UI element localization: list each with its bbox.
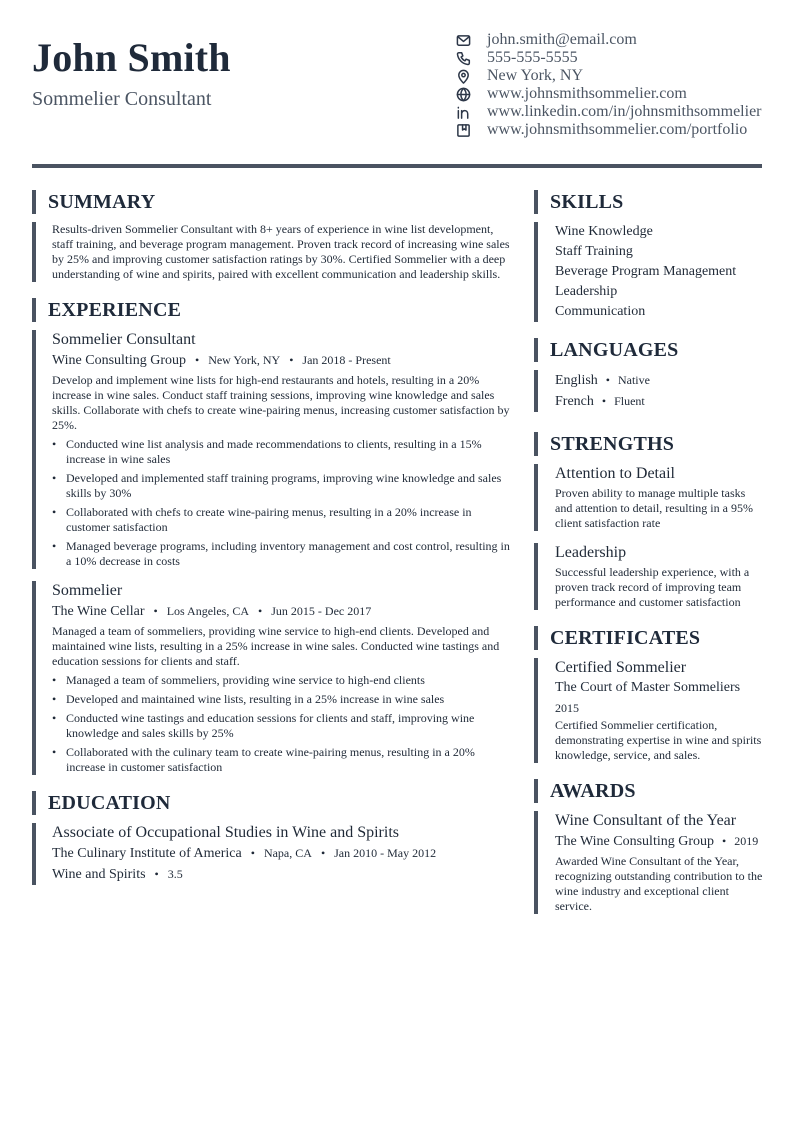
section-heading-summary: SUMMARY bbox=[32, 190, 512, 214]
certificate-year: 2015 bbox=[555, 701, 579, 715]
skill-item: Communication bbox=[555, 304, 646, 319]
contact-website-text: www.johnsmithsommelier.com bbox=[487, 85, 687, 102]
certificate-title: Certified Sommelier bbox=[555, 659, 687, 676]
education-entry bbox=[32, 823, 512, 885]
school-name: The Culinary Institute of America bbox=[52, 846, 242, 861]
contact-list bbox=[454, 31, 774, 139]
globe-icon bbox=[454, 85, 472, 103]
job-meta bbox=[52, 350, 512, 371]
education-dates: Jan 2010 - May 2012 bbox=[334, 846, 437, 860]
summary-text: Results-driven Sommelier Consultant with 8+ years of experience in wine list development, staff training, and beverage program management. Proven track record of increasing wine sales by 25% and improving customer satisfaction ratings by 30%. Certified Sommelier with a deep understanding of wine and spirits, paired with excellent communication and leadership skills. bbox=[52, 222, 510, 281]
job-description: Develop and implement wine lists for high-end restaurants and hotels, resulting in a 20% increase in wine sales. Conduct staff training sessions, improving wine knowledge and sales skills. Collaborate with chefs to create wine-pairing menus, increasing customer satisfaction by 25%. bbox=[52, 373, 510, 432]
separator-dot: • bbox=[153, 604, 158, 618]
language-level: Native bbox=[617, 373, 650, 387]
resume-header bbox=[32, 30, 762, 150]
contact-portfolio-text: www.johnsmithsommelier.com/portfolio bbox=[487, 121, 748, 138]
language-item bbox=[555, 370, 764, 391]
strength-title: Attention to Detail bbox=[555, 465, 675, 482]
job-company: The Wine Cellar bbox=[52, 604, 145, 619]
candidate-title: Sommelier Consultant bbox=[32, 88, 212, 110]
field-of-study: Wine and Spirits bbox=[52, 867, 146, 882]
header-divider bbox=[32, 164, 762, 168]
certificate-entry bbox=[534, 658, 764, 763]
certificate-issuer: The Court of Master Sommeliers bbox=[555, 680, 741, 695]
languages-section bbox=[534, 370, 764, 412]
list-item: • Conducted wine tastings and education sessions for clients and staff, improving wine knowledge and sales skills by 25% bbox=[52, 711, 512, 741]
separator-dot: • bbox=[194, 353, 200, 367]
bookmark-icon bbox=[454, 121, 472, 139]
language-item bbox=[555, 391, 764, 412]
job-dates: Jun 2015 - Dec 2017 bbox=[271, 604, 372, 618]
contact-phone[interactable] bbox=[454, 49, 774, 67]
strength-text: Proven ability to manage multiple tasks and attention to detail, resulting in a 95% client satisfaction rate bbox=[555, 486, 753, 530]
job-location: New York, NY bbox=[208, 353, 281, 367]
degree-title: Associate of Occupational Studies in Wine and Spirits bbox=[52, 824, 399, 841]
experience-entry bbox=[32, 330, 512, 569]
school-location: Napa, CA bbox=[263, 846, 312, 860]
skill-item: Beverage Program Management bbox=[555, 264, 737, 279]
contact-email[interactable] bbox=[454, 31, 774, 49]
skills-section bbox=[534, 222, 764, 322]
section-heading-strengths: STRENGTHS bbox=[534, 432, 764, 456]
job-description: Managed a team of sommeliers, providing wine service to high-end clients. Developed and maintained wine lists, resulting in a 25% increase in wine sales. Conducted wine tastings and education sessions for clients and staff. bbox=[52, 624, 500, 668]
location-pin-icon bbox=[454, 67, 472, 85]
contact-email-text: john.smith@email.com bbox=[487, 31, 637, 48]
contact-phone-text: 555-555-5555 bbox=[487, 49, 578, 66]
education-field bbox=[52, 864, 512, 885]
job-bullets bbox=[52, 673, 512, 775]
list-item: • Conducted wine list analysis and made recommendations to clients, resulting in a 15% increase in wine sales bbox=[52, 437, 512, 467]
linkedin-icon bbox=[454, 103, 472, 121]
separator-dot: • bbox=[320, 846, 326, 860]
job-title: Sommelier bbox=[52, 582, 123, 599]
experience-entry bbox=[32, 581, 512, 775]
section-heading-awards: AWARDS bbox=[534, 779, 764, 803]
education-meta bbox=[52, 843, 512, 864]
separator-dot: • bbox=[258, 604, 263, 618]
section-heading-skills: SKILLS bbox=[534, 190, 764, 214]
award-year: 2019 bbox=[734, 834, 759, 848]
skill-item: Wine Knowledge bbox=[555, 224, 653, 239]
contact-website[interactable] bbox=[454, 85, 774, 103]
list-item: • Developed and implemented staff training programs, improving wine knowledge and sales skills by 30% bbox=[52, 471, 512, 501]
section-heading-experience: EXPERIENCE bbox=[32, 298, 512, 322]
skill-item: Leadership bbox=[555, 284, 618, 299]
section-heading-languages: LANGUAGES bbox=[534, 338, 764, 362]
language-level: Fluent bbox=[614, 394, 645, 408]
award-entry bbox=[534, 811, 764, 914]
gpa: 3.5 bbox=[167, 867, 183, 881]
strength-entry bbox=[534, 464, 764, 531]
separator-dot: • bbox=[154, 867, 159, 881]
strength-text: Successful leadership experience, with a proven track record of improving team performance and customer satisfaction bbox=[555, 565, 750, 609]
candidate-name: John Smith bbox=[32, 35, 231, 80]
separator-dot: • bbox=[289, 353, 294, 367]
contact-location bbox=[454, 67, 774, 85]
left-column bbox=[32, 190, 512, 885]
award-issuer: The Wine Consulting Group bbox=[555, 834, 714, 849]
job-location: Los Angeles, CA bbox=[166, 604, 250, 618]
right-column bbox=[534, 190, 764, 914]
award-title: Wine Consultant of the Year bbox=[555, 812, 737, 829]
strength-title: Leadership bbox=[555, 544, 627, 561]
list-item: • Managed beverage programs, including inventory management and cost control, resulting in a 10% decrease in costs bbox=[52, 539, 512, 569]
separator-dot: • bbox=[722, 834, 727, 848]
skill-item: Staff Training bbox=[555, 244, 633, 259]
list-item: • Managed a team of sommeliers, providing wine service to high-end clients bbox=[52, 673, 512, 688]
section-heading-education: EDUCATION bbox=[32, 791, 512, 815]
section-heading-certificates: CERTIFICATES bbox=[534, 626, 764, 650]
summary-section bbox=[32, 222, 512, 282]
job-meta bbox=[52, 601, 512, 622]
contact-linkedin-text: www.linkedin.com/in/johnsmithsommelier bbox=[487, 103, 762, 120]
job-bullets bbox=[52, 437, 512, 569]
award-text: Awarded Wine Consultant of the Year, recognizing outstanding contribution to the wine industry and exceptional client service. bbox=[555, 854, 763, 913]
list-item: • Collaborated with the culinary team to create wine-pairing menus, resulting in a 20% increase in customer satisfaction bbox=[52, 745, 512, 775]
contact-linkedin[interactable] bbox=[454, 103, 774, 121]
job-company: Wine Consulting Group bbox=[52, 353, 186, 368]
language-name: French bbox=[555, 394, 594, 409]
list-item: • Collaborated with chefs to create wine-pairing menus, resulting in a 20% increase in customer satisfaction bbox=[52, 505, 512, 535]
job-title: Sommelier Consultant bbox=[52, 331, 196, 348]
separator-dot: • bbox=[601, 394, 607, 408]
mail-icon bbox=[454, 31, 472, 49]
contact-location-text: New York, NY bbox=[487, 67, 584, 84]
award-meta bbox=[555, 831, 764, 852]
language-name: English bbox=[555, 373, 598, 388]
strength-entry bbox=[534, 543, 764, 610]
separator-dot: • bbox=[250, 846, 255, 860]
separator-dot: • bbox=[605, 373, 610, 387]
contact-portfolio[interactable] bbox=[454, 121, 774, 139]
list-item: • Developed and maintained wine lists, resulting in a 25% increase in wine sales bbox=[52, 692, 512, 707]
phone-icon bbox=[454, 49, 472, 67]
certificate-text: Certified Sommelier certification, demonstrating expertise in wine and spirits knowledge, service, and sales. bbox=[555, 718, 762, 762]
job-dates: Jan 2018 - Present bbox=[302, 353, 391, 367]
